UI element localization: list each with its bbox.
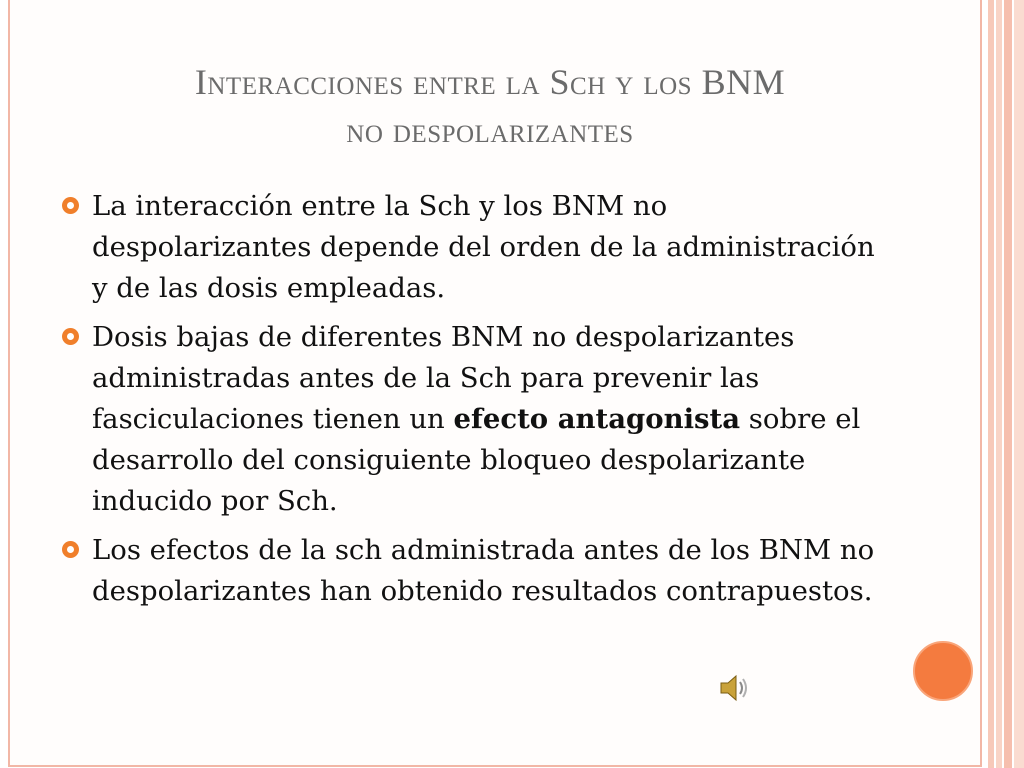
bullet-icon: [62, 328, 79, 345]
bullet-text: Dosis bajas de diferentes BNM no despolarizantes administradas antes de la Sch para prevenir las fasciculaciones tienen un: [92, 321, 795, 435]
decor-stripe: [1014, 0, 1024, 768]
title-line-2: no despolarizantes: [346, 110, 634, 150]
bullet-item: [62, 186, 892, 309]
title-line-1: Interacciones entre la Sch y los BNM: [194, 62, 786, 102]
bullet-icon: [62, 541, 79, 558]
speaker-icon[interactable]: [718, 670, 754, 706]
decor-circle: [913, 641, 973, 701]
decor-stripe: [1004, 0, 1012, 768]
bullet-item: [62, 530, 892, 612]
bullet-bold-text: efecto antagonista: [453, 403, 741, 435]
decor-stripe: [988, 0, 994, 768]
slide-title: [40, 58, 940, 154]
slide-body: [62, 186, 892, 620]
bullet-item: [62, 317, 892, 522]
decor-stripe: [996, 0, 1002, 768]
bullet-text: La interacción entre la Sch y los BNM no despolarizantes depende del orden de la administración y de las dosis empleadas.: [92, 190, 875, 304]
bullet-text: Los efectos de la sch administrada antes de los BNM no despolarizantes han obtenido resultados contrapuestos.: [92, 534, 875, 607]
bullet-icon: [62, 197, 79, 214]
bullet-text: sobre el desarrollo del consiguiente bloqueo despolarizante inducido por Sch.: [92, 403, 861, 517]
